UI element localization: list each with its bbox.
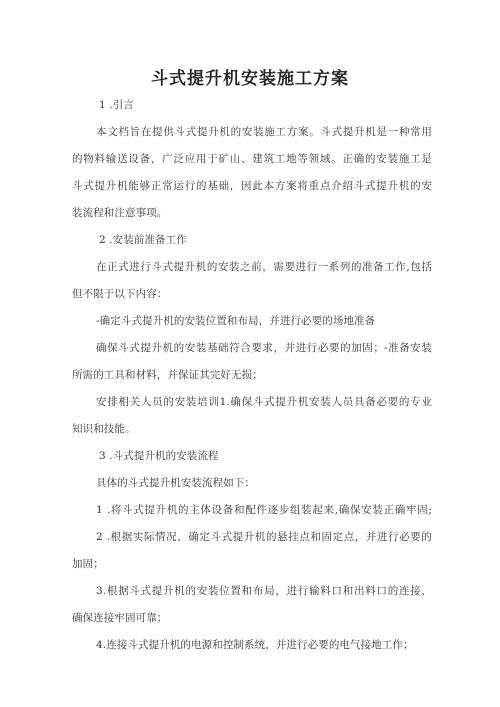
paragraph-line: 但不限于以下内容： <box>72 288 168 300</box>
paragraph-line: 确保斗式提升机的安装基础符合要求，并进行必要的加固；-准备安装 <box>96 342 432 354</box>
paragraph-line: 斗式提升机能够正常运行的基础，因此本方案将重点介绍斗式提升机的安 <box>72 180 432 192</box>
list-item: 4.连接斗式提升机的电源和控制系统，并进行必要的电气接地工作； <box>96 639 414 651</box>
list-item: 3.根据斗式提升机的安装位置和布局，进行输料口和出料口的连接， <box>96 585 432 597</box>
paragraph-line: 知识和技能。 <box>72 423 136 435</box>
paragraph-line: 本文档旨在提供斗式提升机的安装施工方案。斗式提升机是一种常用 <box>96 126 432 138</box>
paragraph-line: 安排相关人员的安装培训1.确保斗式提升机安装人员具备必要的专业 <box>96 396 432 408</box>
paragraph-line: 具体的斗式提升机安装流程如下： <box>96 477 255 489</box>
paragraph-line: 在正式进行斗式提升机的安装之前，需要进行一系列的准备工作,包括 <box>96 261 432 273</box>
section-heading-preparation: 2 .安装前准备工作 <box>99 234 187 246</box>
document-title: 斗式提升机安装施工方案 <box>151 69 349 89</box>
list-item: 1 .将斗式提升机的主体设备和配件逐步组装起来,确保安装正确牢固; <box>96 504 432 516</box>
list-item: -确定斗式提升机的安装位置和布局，并进行必要的场地准备 <box>96 315 376 327</box>
paragraph-line: 的物料输送设备，广泛应用于矿山、建筑工地等领域。正确的安装施工是 <box>72 153 432 165</box>
paragraph-line: 所需的工具和材料，并保证其完好无损； <box>72 369 263 381</box>
paragraph-line: 加固； <box>72 558 104 570</box>
section-heading-process: 3 .斗式提升机的安装流程 <box>99 450 219 462</box>
section-heading-intro: 1 .引言 <box>99 99 134 111</box>
paragraph-line: 装流程和注意事项。 <box>72 207 168 219</box>
list-item: 2 .根据实际情况，确定斗式提升机的悬挂点和固定点，并进行必要的 <box>96 531 432 543</box>
paragraph-line: 确保连接牢固可靠； <box>72 612 168 624</box>
